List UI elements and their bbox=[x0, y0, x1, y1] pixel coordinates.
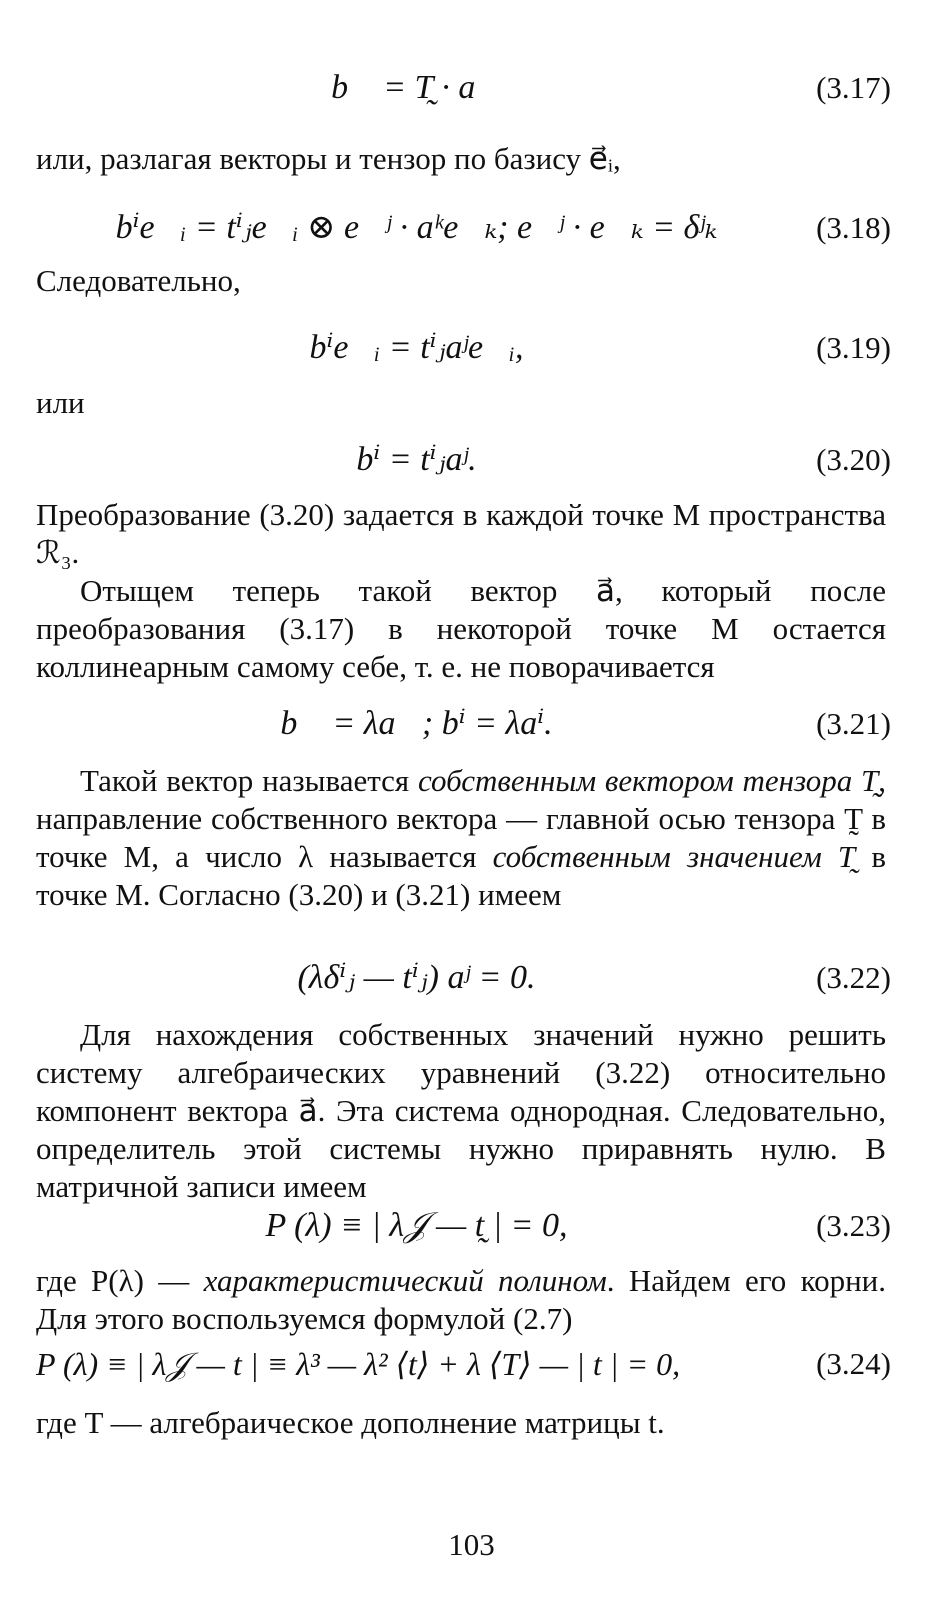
term-eigenvector: собственным вектором тензора T̰ bbox=[417, 763, 879, 798]
text-line-basis: или, разлагая векторы и тензор по базису e⃗ᵢ, bbox=[36, 141, 621, 176]
equation-3-21 bbox=[0, 694, 943, 754]
text-run: . Найдем его корни. Для этого воспользуемся формулой (2.7) bbox=[36, 1263, 886, 1336]
equation-3-18 bbox=[0, 198, 943, 258]
equation-3-24 bbox=[0, 1334, 943, 1394]
paragraph-eigenvector-definition bbox=[36, 762, 886, 914]
paragraph-eigenvalues: Для нахождения собственных значений нужно решить систему алгебраических уравнений (3.22) относительно компонент вектора a⃗. Эта система однородная. Следовательно, определитель этой системы нужно приравнять нулю. В матричной записи имеем bbox=[36, 1017, 886, 1204]
paragraph-find-vector: Отыщем теперь такой вектор a⃗, который после преобразования (3.17) в некоторой точке M остается коллинеарным самому себе, т. е. не поворачивается bbox=[36, 573, 886, 684]
equation-number: (3.18) bbox=[816, 210, 891, 245]
equation-3-23 bbox=[0, 1196, 943, 1256]
text-run: , направление собственного вектора — главной осью тензора T̰ в точке M, а число λ называется bbox=[36, 763, 886, 874]
equation-formula: (λδⁱⱼ — tⁱⱼ) aʲ = 0. bbox=[297, 959, 536, 996]
equation-number: (3.21) bbox=[816, 706, 891, 741]
equation-3-20 bbox=[0, 430, 943, 490]
equation-3-22 bbox=[0, 948, 943, 1008]
paragraph-transformation: Преобразование (3.20) задается в каждой точке M пространства ℛ₃. bbox=[36, 497, 886, 570]
term-characteristic-polynomial: характеристический полином bbox=[203, 1263, 607, 1298]
equation-formula: b⃗ = λa⃗; bⁱ = λaⁱ. bbox=[280, 705, 553, 742]
text-line-algebraic-complement: где T — алгебраическое дополнение матрицы t. bbox=[36, 1405, 665, 1440]
equation-formula: b⃗ = T̰ · a⃗ bbox=[331, 69, 502, 106]
equation-number: (3.19) bbox=[816, 330, 891, 365]
page-number: 103 bbox=[448, 1527, 495, 1562]
text-run: в точке M. Согласно (3.20) и (3.21) имеем bbox=[36, 839, 886, 912]
equation-formula: bⁱe⃗ᵢ = tⁱⱼe⃗ᵢ ⊗ e⃗ʲ · aᵏe⃗ₖ; e⃗ʲ · e⃗ₖ = δʲₖ bbox=[115, 209, 718, 246]
equation-number: (3.17) bbox=[816, 70, 891, 105]
equation-3-19 bbox=[0, 318, 943, 378]
term-eigenvalue: собственным значением T̰ bbox=[492, 839, 856, 874]
equation-number: (3.24) bbox=[816, 1346, 891, 1381]
equation-formula: bⁱe⃗ᵢ = tⁱⱼaʲe⃗ᵢ, bbox=[309, 329, 524, 366]
text-line-consequently: Следовательно, bbox=[36, 263, 241, 298]
text-line-or: или bbox=[36, 385, 85, 420]
equation-3-17 bbox=[0, 58, 943, 118]
text-run: Такой вектор называется bbox=[80, 763, 418, 798]
equation-formula: P (λ) ≡ | λ𝒥 — t̰ | = 0, bbox=[265, 1207, 568, 1244]
equation-number: (3.22) bbox=[816, 960, 891, 995]
equation-number: (3.20) bbox=[816, 442, 891, 477]
equation-number: (3.23) bbox=[816, 1208, 891, 1243]
paragraph-characteristic-polynomial bbox=[36, 1262, 886, 1338]
equation-formula: bⁱ = tⁱⱼaʲ. bbox=[356, 441, 477, 478]
equation-formula: P (λ) ≡ | λ𝒥 — t | ≡ λ³ — λ² ⟨t⟩ + λ ⟨T⟩ — | t | = 0, bbox=[36, 1346, 681, 1382]
text-run: где P(λ) — bbox=[36, 1263, 204, 1298]
